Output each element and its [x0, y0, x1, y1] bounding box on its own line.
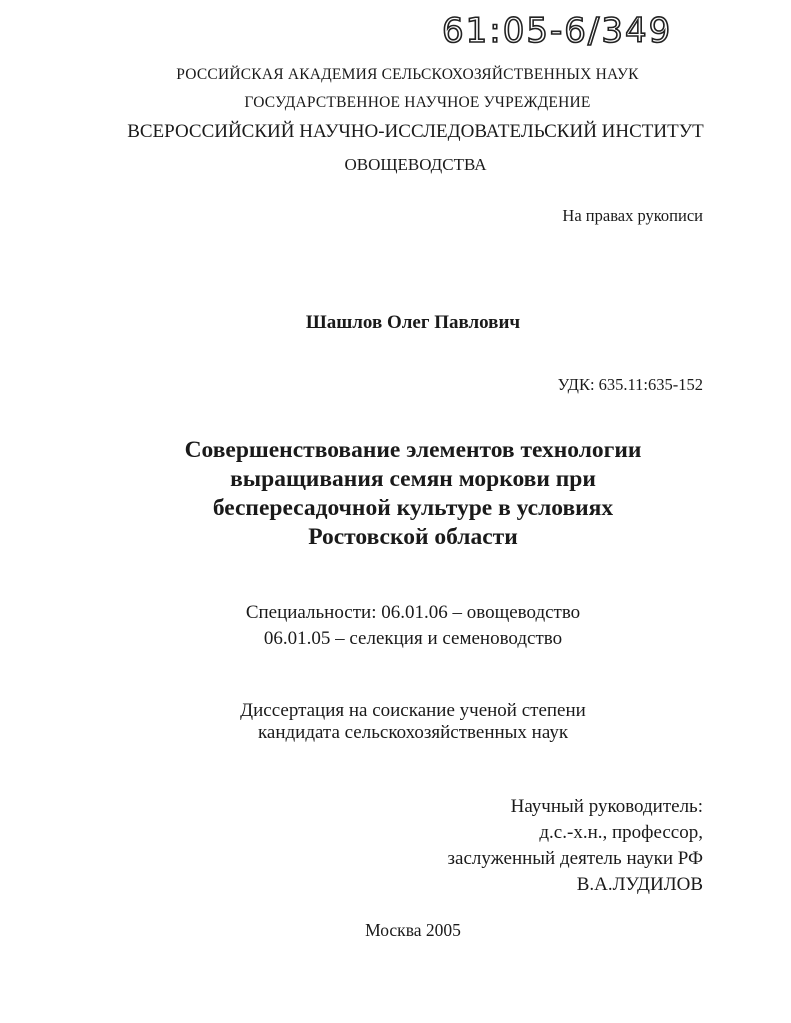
manuscript-rights-note: На правах рукописи	[562, 206, 703, 225]
handwritten-number-text: 61:05-6/349	[442, 11, 673, 50]
specialty-line-2: 06.01.05 – селекция и семеноводство	[263, 628, 563, 649]
org-line-institution-type: ГОСУДАРСТВЕННОЕ НАУЧНОЕ УЧРЕЖДЕНИЕ	[244, 94, 591, 111]
title-line-4: Ростовской области	[308, 524, 518, 550]
title-line-3: беспересадочной культуре в условиях	[212, 495, 614, 521]
org-line-academy: РОССИЙСКАЯ АКАДЕМИЯ СЕЛЬСКОХОЗЯЙСТВЕННЫХ НАУК	[176, 66, 639, 83]
supervisor-name: В.А.ЛУДИЛОВ	[576, 874, 703, 895]
handwritten-catalog-number	[440, 6, 690, 50]
author-name: Шашлов Олег Павлович	[305, 312, 521, 333]
udc-code: УДК: 635.11:635-152	[557, 375, 703, 394]
degree-statement-line-2: кандидата сельскохозяйственных наук	[257, 722, 569, 743]
degree-statement-line-1: Диссертация на соискание ученой степени	[240, 700, 586, 721]
title-line-1: Совершенствование элементов технологии	[184, 437, 642, 463]
city-year: Москва 2005	[365, 920, 461, 940]
dissertation-title	[0, 436, 791, 552]
org-line-institute: ВСЕРОССИЙСКИЙ НАУЧНО-ИССЛЕДОВАТЕЛЬСКИЙ ИНСТИТУТ	[127, 121, 704, 142]
supervisor-honor: заслуженный деятель науки РФ	[447, 848, 703, 869]
specialty-line-1: Специальности: 06.01.06 – овощеводство	[245, 602, 581, 623]
supervisor-block	[448, 794, 703, 898]
title-line-2: выращивания семян моркови при	[230, 466, 596, 492]
supervisor-label: Научный руководитель:	[510, 796, 703, 817]
supervisor-degree: д.с.-х.н., профессор,	[539, 822, 703, 843]
org-line-field: ОВОЩЕВОДСТВА	[344, 155, 487, 174]
